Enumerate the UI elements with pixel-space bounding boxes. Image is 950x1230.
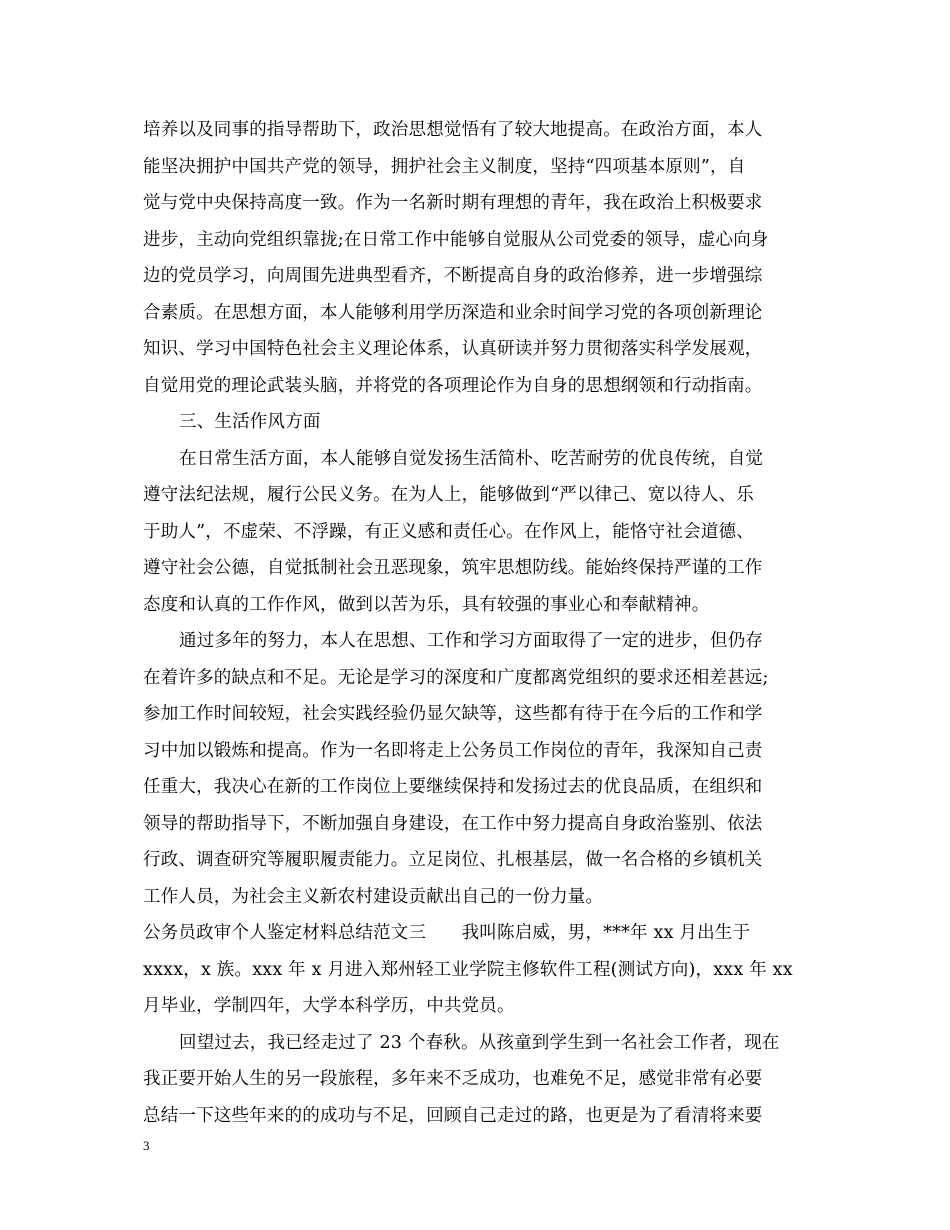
- text-line: 工作人员，为社会主义新农村建设贡献出自己的一份力量。: [143, 886, 604, 907]
- text-line: 月毕业，学制四年，大学本科学历，中共党员。: [143, 996, 515, 1016]
- text-line: 回望过去，我已经走过了 23 个春秋。从孩童到学生到一名社会工作者，现在: [179, 1032, 780, 1053]
- text-line: 通过多年的努力，本人在思想、工作和学习方面取得了一定的进步，但仍存: [179, 631, 764, 651]
- text-line: 我正要开始人生的另一段旅程，多年来不乏成功，也难免不足，感觉非常有必要: [143, 1069, 763, 1089]
- text-line: 在日常生活方面，本人能够自觉发扬生活简朴、吃苦耐劳的优良传统，自觉: [179, 448, 764, 469]
- text-line: 公务员政审个人鉴定材料总结范文三 我叫陈启威，男，***年 xx 月出生于: [143, 923, 751, 943]
- text-line: 态度和认真的工作作风，做到以苦为乐，具有较强的事业心和奉献精神。: [143, 594, 710, 615]
- text-line: 三、生活作风方面: [179, 412, 321, 432]
- text-line: 在着许多的缺点和不足。无论是学习的深度和广度都离党组织的要求还相差甚远;: [143, 667, 769, 688]
- text-line: 培养以及同事的指导帮助下，政治思想觉悟有了较大地提高。在政治方面，本人: [143, 120, 763, 140]
- text-line: 总结一下这些年来的的成功与不足，回顾自己走过的路，也更是为了看清将来要: [143, 1105, 763, 1126]
- text-line: 觉与党中央保持高度一致。作为一名新时期有理想的青年，我在政治上积极要求: [143, 193, 763, 213]
- text-line: 于助人”，不虚荣、不浮躁，有正义感和责任心。在作风上，能恪守社会道德、: [143, 521, 754, 542]
- text-line: 任重大，我决心在新的工作岗位上要继续保持和发扬过去的优良品质，在组织和: [143, 777, 763, 797]
- text-line: 遵守社会公德，自觉抵制社会丑恶现象，筑牢思想防线。能始终保持严谨的工作: [143, 558, 763, 578]
- text-line: 习中加以锻炼和提高。作为一名即将走上公务员工作岗位的青年，我深知自己责: [143, 740, 763, 761]
- text-line: 遵守法纪法规，履行公民义务。在为人上，能够做到“严以律己、宽以待人、乐: [143, 485, 754, 505]
- text-line: 自觉用党的理论武装头脑，并将党的各项理论作为自身的思想纲领和行动指南。: [143, 375, 763, 396]
- text-line: 知识、学习中国特色社会主义理论体系，认真研读并努力贯彻落实科学发展观，: [143, 339, 763, 359]
- text-line: 能坚决拥护中国共产党的领导，拥护社会主义制度，坚持“四项基本原则”，自: [143, 156, 746, 177]
- document-body: [143, 112, 813, 1134]
- text-line: 进步，主动向党组织靠拢;在日常工作中能够自觉服从公司党委的领导，虚心向身: [143, 229, 769, 250]
- page-number: 3: [143, 1138, 150, 1153]
- text-line: xxxx，x 族。xxx 年 x 月进入郑州轻工业学院主修软件工程(测试方向)，xxx 年 xx: [143, 959, 793, 980]
- text-line: 领导的帮助指导下，不断加强自身建设，在工作中努力提高自身政治鉴别、依法: [143, 813, 763, 834]
- text-line: 参加工作时间较短，社会实践经验仍显欠缺等，这些都有待于在今后的工作和学: [143, 704, 763, 724]
- text-line: 合素质。在思想方面，本人能够利用学历深造和业余时间学习党的各项创新理论: [143, 302, 763, 323]
- text-line: 行政、调查研究等履职履责能力。立足岗位、扎根基层，做一名合格的乡镇机关: [143, 850, 763, 870]
- text-line: 边的党员学习，向周围先进典型看齐，不断提高自身的政治修养，进一步增强综: [143, 266, 763, 286]
